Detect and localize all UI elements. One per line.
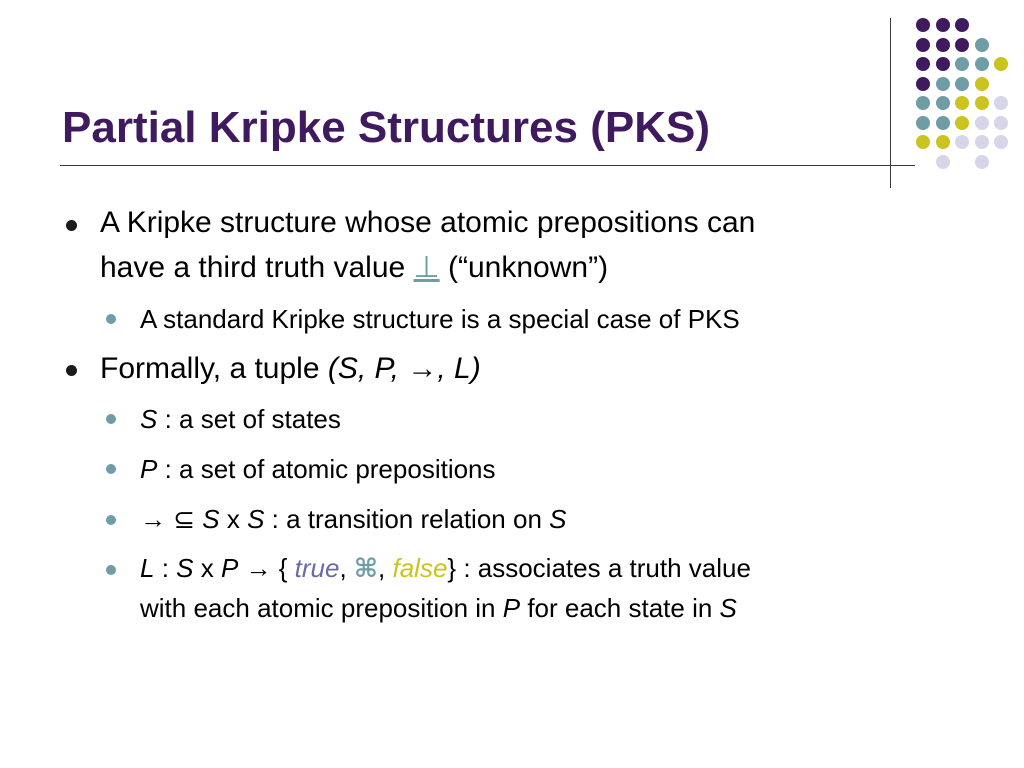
symbol-s: S [140,404,158,434]
title-underline-rule [60,165,915,166]
decorative-dot [916,57,930,71]
subset-glyph: ⊆ [173,504,196,534]
sub-bullet-labeling-function [140,548,1000,628]
decorative-dot [955,57,969,71]
sub-bullet-dot [106,515,116,525]
sub-bullet-standard-kripke: A standard Kripke structure is a special case of PKS [140,304,740,334]
bullet-text: : a set of states [157,404,341,434]
decorative-dot [975,116,989,130]
bullet-kripke-structure [100,200,980,290]
decorative-dot [936,96,950,110]
bullet-text: x [219,504,248,534]
sub-bullet-prepositions [140,449,1000,489]
tuple-text: (S, P, →, L) [327,352,481,385]
vertical-rule [890,18,891,188]
decorative-dot [955,77,969,91]
decorative-dot [994,96,1008,110]
decorative-dot [994,57,1008,71]
symbol-s: S [549,504,567,534]
symbol-s: S [247,504,265,534]
bullet-dot [66,220,77,231]
decorative-dot [936,116,950,130]
decorative-dot [916,77,930,91]
decorative-dot [975,155,989,169]
decorative-dot [936,38,950,52]
truth-value-unknown-glyph: ⌘ [353,553,379,583]
bullet-text: A Kripke structure whose atomic prepositions can [100,206,756,239]
bullet-text: with each atomic preposition in [140,593,503,623]
slide-title: Partial Kripke Structures (PKS) [62,103,710,152]
bullet-dot [66,365,77,376]
bullet-text: have a third truth value [100,251,414,284]
symbol-s: S [719,593,737,623]
decorative-dot [916,18,930,32]
decorative-dot [955,96,969,110]
decorative-dot [916,135,930,149]
symbol-l: L [140,553,155,583]
symbol-p: P [502,593,521,623]
decorative-dot [994,116,1008,130]
decorative-dot [994,135,1008,149]
decorative-dot [975,38,989,52]
truth-value-true: true [294,553,340,583]
sub-bullet-dot [106,464,116,474]
decorative-dot [936,77,950,91]
truth-value-false: false [392,553,448,583]
decorative-dot [936,18,950,32]
sub-bullet-transition-relation [140,499,1000,539]
symbol-p: P [220,553,239,583]
bullet-text: : [154,553,177,583]
bottom-symbol-link[interactable]: ⊥ [413,251,440,284]
symbol-s: S [202,504,220,534]
sub-bullet-dot [106,414,116,424]
decorative-dot [975,96,989,110]
decorative-dot [936,155,950,169]
bullet-text: : a transition relation on [264,504,550,534]
decorative-dot [955,135,969,149]
bullet-formally-tuple [100,346,980,391]
sub-bullet-states [140,399,1000,439]
bullet-text: for each state in [520,593,720,623]
decorative-dot [975,57,989,71]
sub-bullet-dot [106,314,116,324]
bullet-text: } : associates a truth value [447,553,751,583]
bullet-text: Formally, a tuple [100,352,328,385]
arrow-symbol: → [140,504,174,534]
decorative-dot [916,96,930,110]
bullet-text: x [193,553,221,583]
bullet-text: → { [238,553,295,583]
bullet-text: , [339,553,354,583]
symbol-p: P [140,454,158,484]
sub-bullet-dot [106,565,116,575]
decorative-dot [955,18,969,32]
bullet-text: , [378,553,393,583]
bullet-text: (“unknown”) [439,251,609,284]
decorative-dot [955,38,969,52]
decorative-dot [936,57,950,71]
decorative-dot [975,135,989,149]
decorative-dot [955,116,969,130]
decorative-dot [936,135,950,149]
bullet-text: : a set of atomic prepositions [157,454,496,484]
decorative-dot [916,38,930,52]
symbol-s: S [176,553,194,583]
decorative-dot [975,77,989,91]
decorative-dot [916,116,930,130]
